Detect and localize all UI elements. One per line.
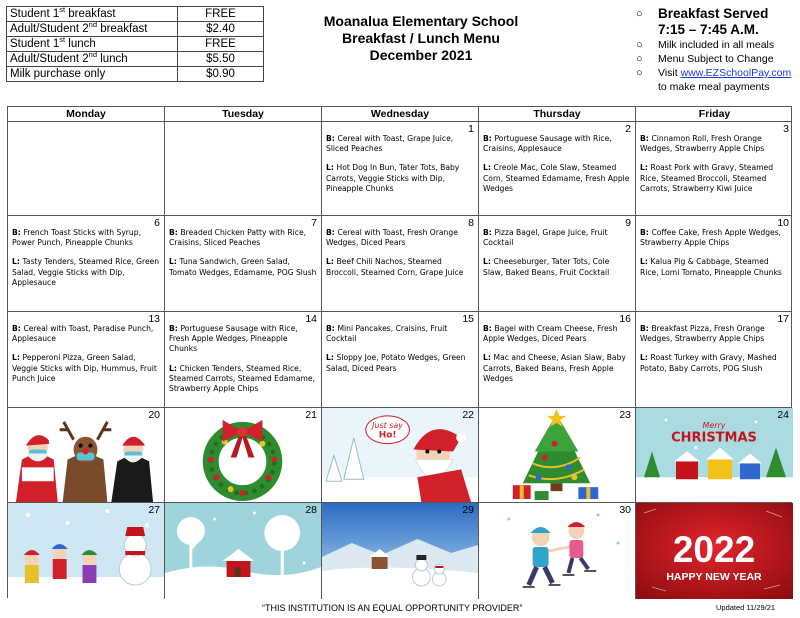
price-label: Student 1st lunch [7,37,178,52]
day-number: 3 [783,123,789,135]
day-header: Monday [8,107,165,121]
lunch-item: L: Creole Mac, Cole Slaw, Steamed Corn, Steamed Edamame, Fresh Apple Wedges [483,163,630,193]
day-number: 7 [311,217,317,229]
just-say-text: Just say [372,420,404,430]
santa-just-say-ho-image [322,408,478,502]
meal-list [8,312,164,384]
day-number: 8 [468,217,474,229]
menu-calendar [7,106,792,598]
happy-new-year-text: HAPPY NEW YEAR [666,571,762,583]
day-cell [322,216,479,311]
price-amount: $5.50 [178,52,264,67]
lunch-item: L: Mac and Cheese, Asian Slaw, Baby Carrots, Baked Beans, Fresh Apple Wedges [483,353,626,383]
lunch-item: L: Kalua Pig & Cabbage, Steamed Rice, Lomi Tomato, Pineapple Chunks [640,257,782,277]
meal-list [322,122,478,194]
lunch-item: L: Tuna Sandwich, Green Salad, Tomato Wedges, Edamame, POG Slush [169,257,317,277]
price-label: Adult/Student 2nd lunch [7,52,178,67]
bullet-icon: ○ [636,67,643,79]
day-number: 30 [619,504,631,516]
breakfast-item: B: French Toast Sticks with Syrup, Power Punch, Pineapple Chunks [12,228,141,248]
day-cell [479,122,636,215]
day-cell [322,122,479,215]
lunch-item: L: Beef Chili Nachos, Steamed Broccoli, Steamed Corn, Grape Juice [326,257,464,277]
day-cell [636,503,793,599]
kid-2 [52,544,68,579]
meal-list [165,312,321,394]
day-cell [8,122,165,215]
subject-text: Menu Subject to Change [658,53,774,65]
price-row [7,7,264,22]
breakfast-item: B: Breaded Chicken Patty with Rice, Craisins, Sliced Peaches [169,228,307,248]
meal-list [636,216,793,278]
price-label: Student 1st breakfast [7,7,178,22]
day-number: 22 [462,409,474,421]
weekday-header [8,107,791,122]
info-list [628,6,798,94]
day-cell [479,503,636,599]
kids-ice-skating-image [479,503,635,599]
day-number: 29 [462,504,474,516]
breakfast-item: B: Coffee Cake, Fresh Apple Wedges, Strawberry Apple Chips [640,228,782,248]
price-amount: $0.90 [178,67,264,82]
meal-list [479,312,635,384]
lunch-item: L: Chicken Tenders, Steamed Rice, Steamed Carrots, Steamed Edamame, Strawberry Apple Chips [169,363,315,394]
day-number: 1 [468,123,474,135]
day-number: 28 [305,504,317,516]
menu-month: December 2021 [369,47,473,63]
milk-text: Milk included in all meals [658,39,775,51]
day-number: 6 [154,217,160,229]
day-cell [479,408,636,502]
winter-landscape-snowman-image [322,503,478,599]
price-amount: FREE [178,7,264,22]
price-row [7,67,264,82]
week-row [8,312,791,408]
ezschoolpay-link[interactable]: www.EZSchoolPay.com [680,67,792,79]
year-text: 2022 [672,529,756,570]
visit-text: Visit [658,67,681,79]
page-title [286,13,556,64]
day-cell [322,408,479,502]
price-label: Milk purchase only [7,67,178,82]
meal-list [479,122,635,194]
breakfast-item: B: Portuguese Sausage with Rice, Craisins, Applesauce [483,134,612,154]
lunch-item: L: Roast Pork with Gravy, Steamed Rice, Steamed Broccoli, Steamed Carrots, Strawberry Kiwi Juice [640,163,774,193]
kids-snowman-image [8,503,164,599]
lunch-item: L: Hot Dog In Bun, Tater Tots, Baby Carrots, Veggie Sticks with Dip, Pineapple Chunks [326,163,460,193]
day-number: 9 [625,217,631,229]
payments-text: to make meal payments [658,81,770,93]
price-label: Adult/Student 2nd breakfast [7,22,178,37]
meal-list [322,216,478,278]
day-cell [322,312,479,407]
day-number: 23 [619,409,631,421]
breakfast-item: B: Mini Pancakes, Craisins, Fruit Cocktail [326,324,448,344]
day-cell [165,122,322,215]
day-number: 27 [148,504,160,516]
equal-opportunity-statement: “THIS INSTITUTION IS AN EQUAL OPPORTUNITY PROVIDER” [262,603,523,613]
breakfast-item: B: Breakfast Pizza, Fresh Orange Wedges, Strawberry Apple Chips [640,324,765,344]
breakfast-item: B: Portuguese Sausage with Rice, Fresh Apple Wedges, Pineapple Chunks [169,324,298,354]
updated-date: Updated 11/29/21 [716,603,776,612]
day-cell [165,312,322,407]
info-served-time [628,22,798,38]
day-number: 17 [777,313,789,325]
info-subject [628,52,798,66]
info-milk [628,38,798,52]
served-title: Breakfast Served [658,6,769,21]
price-row [7,37,264,52]
day-number: 2 [625,123,631,135]
meal-list [479,216,635,278]
bullet-icon: ○ [636,8,643,20]
christmas-text: CHRISTMAS [671,430,757,446]
price-amount: FREE [178,37,264,52]
info-visit [628,66,798,80]
price-row [7,52,264,67]
school-name: Moanalua Elementary School [323,13,519,29]
day-cell [636,312,793,407]
day-number: 13 [148,313,160,325]
ho-text: Ho! [378,430,397,441]
day-number: 10 [777,217,789,229]
kid-1 [24,550,40,583]
merry-text: Merry [702,420,726,430]
day-cell [165,216,322,311]
meal-list [8,216,164,288]
lunch-item: L: Roast Turkey with Gravy, Mashed Potato, Baby Carrots, POG Slush [640,353,777,373]
meal-list [636,312,793,374]
day-cell [165,408,322,502]
info-payments [628,80,798,94]
day-cell [165,503,322,599]
day-number: 20 [148,409,160,421]
breakfast-item: B: Cereal with Toast, Grape Juice, Sliced Peaches [326,134,454,154]
day-number: 14 [305,313,317,325]
day-number: 21 [305,409,317,421]
happy-new-year-2022-image [636,503,793,599]
lunch-item: L: Cheeseburger, Tater Tots, Cole Slaw, Baked Beans, Fruit Cocktail [483,257,610,277]
day-cell [322,503,479,599]
day-cell [8,312,165,407]
day-header: Tuesday [165,107,322,121]
menu-title: Breakfast / Lunch Menu [342,30,500,46]
served-time: 7:15 – 7:45 A.M. [658,22,759,37]
lunch-item: L: Sloppy Joe, Potato Wedges, Green Salad, Diced Pears [326,353,466,373]
day-cell [8,408,165,502]
santa-reindeer-masks-image [8,408,164,502]
week-row [8,503,791,599]
meal-list [322,312,478,374]
week-row [8,122,791,216]
meal-list [165,216,321,278]
day-cell [479,216,636,311]
day-cell [479,312,636,407]
merry-christmas-village-image [636,408,793,502]
day-header: Friday [698,108,731,120]
kid-3 [82,550,98,583]
price-table [6,6,264,82]
price-row [7,22,264,37]
breakfast-item: B: Cinnamon Roll, Fresh Orange Wedges, Strawberry Apple Chips [640,134,765,154]
day-cell [636,216,793,311]
snowy-trees-village-image [165,503,321,599]
day-number: 16 [619,313,631,325]
breakfast-item: B: Bagel with Cream Cheese, Fresh Apple Wedges, Diced Pears [483,324,618,344]
day-cell [636,122,793,215]
meal-list [636,122,793,194]
christmas-wreath-image [165,408,321,502]
lunch-item: L: Pepperoni Pizza, Green Salad, Veggie Sticks with Dip, Hummus, Fruit Punch Juice [12,353,157,383]
day-cell [8,216,165,311]
info-served-title [628,6,798,22]
bullet-icon: ○ [636,39,643,51]
day-cell [8,503,165,599]
price-amount: $2.40 [178,22,264,37]
day-header: Thursday [479,107,636,121]
week-row [8,408,791,503]
breakfast-item: B: Cereal with Toast, Paradise Punch, Applesauce [12,324,154,344]
bullet-icon: ○ [636,53,643,65]
day-cell [636,408,793,502]
day-number: 24 [777,409,789,421]
day-number: 15 [462,313,474,325]
christmas-tree-gifts-image [479,408,635,502]
lunch-item: L: Tasty Tenders, Steamed Rice, Green Salad, Veggie Sticks with Dip, Applesauce [12,257,160,287]
breakfast-item: B: Pizza Bagel, Grape Juice, Fruit Cocktail [483,228,608,248]
breakfast-item: B: Cereal with Toast, Fresh Orange Wedges, Diced Pears [326,228,458,248]
week-row [8,216,791,312]
day-header: Wednesday [322,107,479,121]
